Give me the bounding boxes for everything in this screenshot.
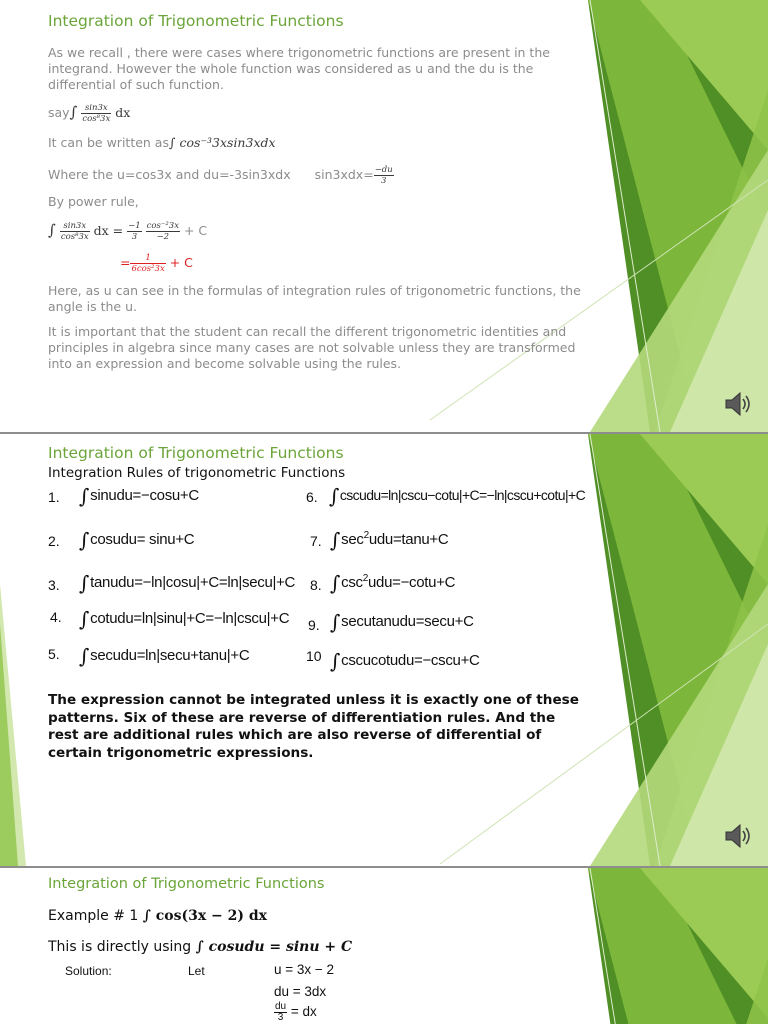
say-line bbox=[48, 103, 130, 124]
rule-5: ∫secudu=ln|secu+tanu|+C bbox=[79, 644, 250, 668]
where-fraction: $\frac{-du}{3}$ bbox=[374, 165, 393, 186]
integral-sign: ∫ bbox=[69, 103, 78, 121]
rule-number: 5. bbox=[48, 646, 60, 662]
rule-3: ∫tanudu=−ln|cosu|+C=ln|secu|+C bbox=[79, 571, 296, 595]
rules-subtitle: Integration Rules of trigonometric Functions bbox=[48, 465, 346, 481]
rule-6: ∫cscudu=ln|cscu−cotu|+C=−ln|cscu+cotu|+C bbox=[329, 484, 586, 508]
rule-2: ∫cosudu= sinu+C bbox=[79, 528, 195, 552]
rule-number: 3. bbox=[48, 577, 60, 593]
rule-4: ∫cotudu=ln|sinu|+C=−ln|cscu|+C bbox=[79, 607, 290, 631]
rule-8: $\int\csc^2udu=-\cot u+C$ bbox=[330, 571, 456, 595]
rule-10: ∫cscucotudu=−cscu+C bbox=[330, 649, 480, 673]
rule-number: 9. bbox=[308, 617, 320, 633]
slide-title: Integration of Trigonometric Functions bbox=[48, 12, 344, 30]
direct-line: This is directly using ∫ cosudu = sinu + C bbox=[48, 939, 353, 955]
where-line: Where the u=cos3x and du=-3sin3xdx sin3xdx= $\frac{-du}{3}$ bbox=[48, 165, 393, 186]
rule-number: 2. bbox=[48, 533, 60, 549]
let-label: Let bbox=[188, 964, 205, 978]
slide-title: Integration of Trigonometric Functions bbox=[48, 876, 325, 892]
rule-number: 4. bbox=[50, 609, 62, 625]
power-rule-equation: ∫ $\frac{\sin 3x}{\text{cos⁸3x}}$ dx = $\frac{-1}{3}$ $\frac{\text{cos⁻²3x}}{-2}$ + C bbox=[48, 221, 208, 242]
rule-9: ∫secutanudu=secu+C bbox=[330, 610, 474, 634]
slide-title: Integration of Trigonometric Functions bbox=[48, 444, 344, 462]
written-line: It can be written as∫ cos⁻³3xsin3xdx bbox=[48, 135, 276, 150]
say-prefix: say bbox=[48, 105, 70, 120]
slide-3 bbox=[0, 868, 768, 1024]
solution-label: Solution: bbox=[65, 964, 112, 978]
say-fraction: $\frac{\sin 3x}{\text{cos⁸3x}}$ bbox=[82, 103, 111, 124]
step-1: u = 3x − 2 bbox=[274, 962, 335, 977]
rule-1: ∫sinudu=−cosu+C bbox=[79, 484, 199, 508]
speaker-icon[interactable] bbox=[724, 822, 754, 850]
slide-2 bbox=[0, 434, 768, 866]
speaker-icon[interactable] bbox=[724, 390, 754, 418]
rule-number: 10 bbox=[306, 648, 322, 664]
step-2: du = 3dx bbox=[274, 984, 327, 999]
result-equation: = $\frac{1}{\text{6cos²3x}}$ + C bbox=[120, 253, 193, 274]
power-rule-label: By power rule, bbox=[48, 194, 139, 209]
slide-1 bbox=[0, 0, 768, 432]
rule-number: 8. bbox=[310, 577, 322, 593]
rule-number: 7. bbox=[310, 533, 322, 549]
bold-note: The expression cannot be integrated unless it is exactly one of these patterns. Six of these are reverse of differentiation rules. And the rest are additional rules which are also reverse of differential of certain trigonometric expressions. bbox=[48, 692, 579, 761]
rule-number: 1. bbox=[48, 489, 60, 505]
example-line: Example # 1 ∫ cos(3x − 2) dx bbox=[48, 908, 268, 924]
angle-paragraph: Here, as u can see in the formulas of integration rules of trigonometric functions, the angle is the u. bbox=[48, 283, 581, 314]
rule-7: $\int\sec^2udu=\tan u+C$ bbox=[330, 528, 449, 552]
important-paragraph: It is important that the student can recall the different trigonometric identities and principles in algebra since many cases are not solvable unless they are transformed into an expression and become solvable using the rules. bbox=[48, 324, 576, 371]
intro-paragraph: As we recall , there were cases where trigonometric functions are present in the integrand. However the whole function was considered as u and the du is the differential of such function. bbox=[48, 45, 550, 92]
rule-number: 6. bbox=[306, 489, 318, 505]
step-3: $\frac{du}{3}$ = dx bbox=[275, 1001, 317, 1023]
say-dx: dx bbox=[115, 105, 131, 120]
